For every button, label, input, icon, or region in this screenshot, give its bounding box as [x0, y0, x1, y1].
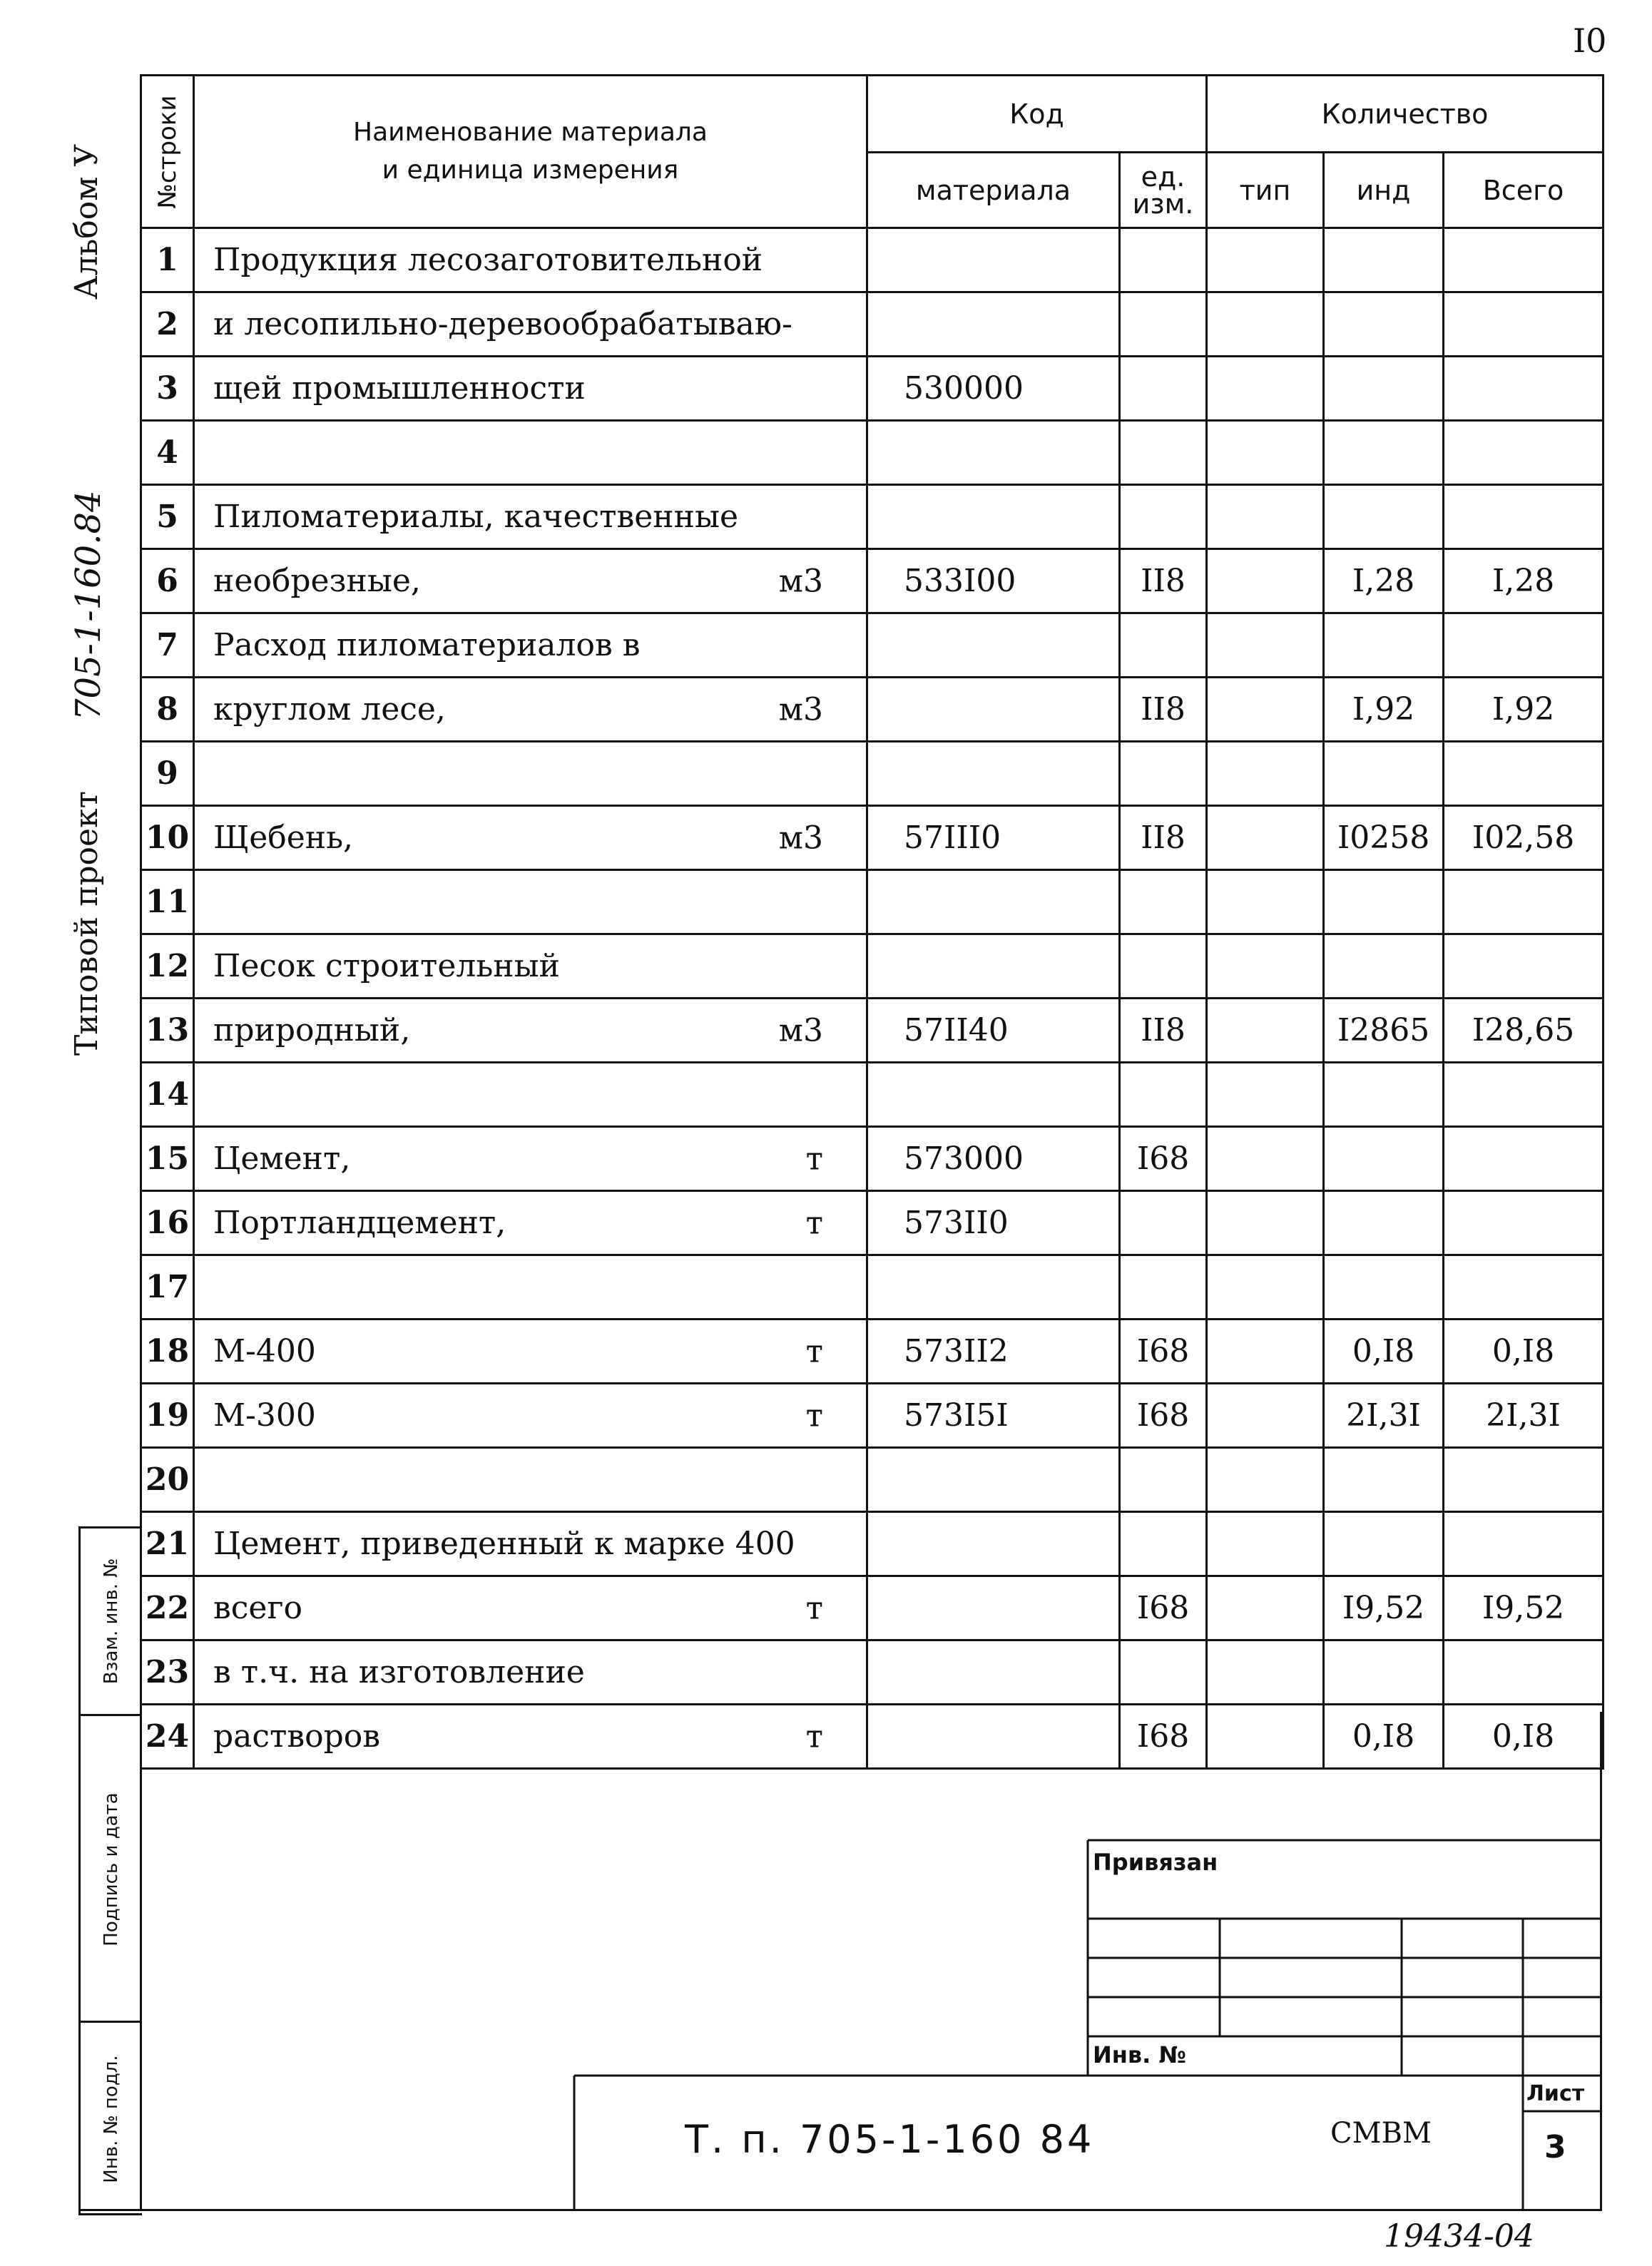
row-number: 7 [141, 613, 194, 678]
material-name-text: в т.ч. на изготовление [213, 1654, 585, 1690]
material-code: 530000 [867, 357, 1120, 421]
sheet-number: 3 [1544, 2129, 1566, 2165]
page-number: I0 [1573, 21, 1607, 60]
row-number: 3 [141, 357, 194, 421]
qty-ind: 0,I8 [1324, 1705, 1444, 1769]
organization-code: СМВМ [1330, 2117, 1432, 2150]
unit-code: I68 [1120, 1127, 1207, 1191]
material-name-text: Портландцемент, [213, 1205, 506, 1241]
row-number: 17 [141, 1255, 194, 1320]
qty-total: I02,58 [1444, 806, 1603, 870]
material-unit: т [805, 1718, 823, 1755]
unit-code: II8 [1120, 549, 1207, 613]
qty-ind: 2I,3I [1324, 1384, 1444, 1448]
qty-ind: I,28 [1324, 549, 1444, 613]
material-code: 57II40 [867, 999, 1120, 1063]
material-name-text: М-300 [213, 1397, 316, 1434]
header-quantity-group: Количество [1207, 76, 1603, 153]
material-unit: м3 [778, 820, 823, 856]
qty-total: 0,I8 [1444, 1705, 1603, 1769]
header-qty-ind: инд [1324, 153, 1444, 228]
row-number: 12 [141, 934, 194, 999]
typical-project-caption: Типовой проект [68, 791, 105, 1056]
header-qty-total: Всего [1444, 153, 1603, 228]
row-number: 20 [141, 1448, 194, 1512]
material-unit: т [805, 1140, 823, 1177]
qty-ind: I0258 [1324, 806, 1444, 870]
unit-code: I68 [1120, 1320, 1207, 1384]
unit-code: II8 [1120, 999, 1207, 1063]
row-number: 13 [141, 999, 194, 1063]
header-code-group: Код [867, 76, 1207, 153]
material-name-text: растворов [213, 1718, 381, 1755]
material-name-text: Песок строительный [213, 948, 560, 984]
row-number: 1 [141, 228, 194, 292]
material-name-text: Продукция лесозаготовительной [213, 242, 763, 278]
unit-code: II8 [1120, 678, 1207, 742]
row-number: 9 [141, 742, 194, 806]
album-caption: Альбом У [68, 143, 105, 300]
qty-total: I9,52 [1444, 1576, 1603, 1640]
qty-ind: I2865 [1324, 999, 1444, 1063]
material-unit: т [805, 1590, 823, 1626]
material-name-text: всего [213, 1590, 302, 1626]
material-code: 573II0 [867, 1191, 1120, 1255]
row-number: 22 [141, 1576, 194, 1640]
row-number: 8 [141, 678, 194, 742]
stamp-signature-date: Подпись и дата [81, 1714, 142, 2023]
qty-ind: 0,I8 [1324, 1320, 1444, 1384]
row-number: 11 [141, 870, 194, 934]
handwritten-project-code: 705-1-160.84 [68, 490, 108, 720]
material-name-text: Цемент, приведенный к марке 400 [213, 1526, 795, 1562]
row-number: 23 [141, 1640, 194, 1705]
material-code: 573II2 [867, 1320, 1120, 1384]
material-name-text: Пиломатериалы, качественные [213, 499, 739, 535]
material-name-text: круглом лесе, [213, 691, 446, 728]
material-code: 533I00 [867, 549, 1120, 613]
material-code: 573I5I [867, 1384, 1120, 1448]
stamp-original-inv: Инв. № подл. [81, 2021, 142, 2215]
unit-code: I68 [1120, 1384, 1207, 1448]
row-number: 10 [141, 806, 194, 870]
row-number: 24 [141, 1705, 194, 1769]
qty-ind: I9,52 [1324, 1576, 1444, 1640]
material-name-text: Расход пиломатериалов в [213, 627, 641, 663]
header-qty-typ: тип [1207, 153, 1324, 228]
row-number: 16 [141, 1191, 194, 1255]
header-material-name: Наименование материала и единица измерения [194, 76, 867, 228]
inv-number-label: Инв. № [1093, 2041, 1186, 2068]
unit-code: I68 [1120, 1705, 1207, 1769]
material-name-text: щей промышленности [213, 370, 586, 407]
archive-number: 19434-04 [1384, 2218, 1534, 2255]
material-code: 573000 [867, 1127, 1120, 1191]
material-unit: т [805, 1397, 823, 1434]
stamp-replace-inv: Взам. инв. № [101, 1558, 122, 1685]
material-name-text: Цемент, [213, 1140, 351, 1177]
material-name-text: и лесопильно-деревообрабатываю- [213, 306, 792, 342]
qty-total: 0,I8 [1444, 1320, 1603, 1384]
unit-code: II8 [1120, 806, 1207, 870]
row-number: 2 [141, 292, 194, 357]
header-row-number: №строки [141, 76, 194, 228]
material-unit: м3 [778, 563, 823, 599]
qty-total: I,28 [1444, 549, 1603, 613]
row-number: 19 [141, 1384, 194, 1448]
material-unit: м3 [778, 691, 823, 728]
privyazan-label: Привязан [1093, 1849, 1218, 1876]
row-number: 21 [141, 1512, 194, 1576]
unit-code: I68 [1120, 1576, 1207, 1640]
material-unit: т [805, 1333, 823, 1369]
row-number: 18 [141, 1320, 194, 1384]
row-number: 6 [141, 549, 194, 613]
qty-ind: I,92 [1324, 678, 1444, 742]
qty-total: 2I,3I [1444, 1384, 1603, 1448]
row-number: 5 [141, 485, 194, 549]
material-name-text: необрезные, [213, 563, 421, 599]
row-number: 15 [141, 1127, 194, 1191]
qty-total: I28,65 [1444, 999, 1603, 1063]
header-code-material: материала [867, 153, 1120, 228]
qty-total: I,92 [1444, 678, 1603, 742]
sheet-label: Лист [1526, 2081, 1585, 2106]
header-code-unit: ед. изм. [1120, 153, 1207, 228]
material-code: 57III0 [867, 806, 1120, 870]
row-number: 14 [141, 1063, 194, 1127]
material-unit: т [805, 1205, 823, 1241]
material-name-text: природный, [213, 1012, 411, 1048]
material-unit: м3 [778, 1012, 823, 1048]
material-name-text: М-400 [213, 1333, 316, 1369]
document-designation: Т. п. 705-1-160 84 [685, 2117, 1095, 2162]
row-number: 4 [141, 421, 194, 485]
material-name-text: Щебень, [213, 820, 354, 856]
